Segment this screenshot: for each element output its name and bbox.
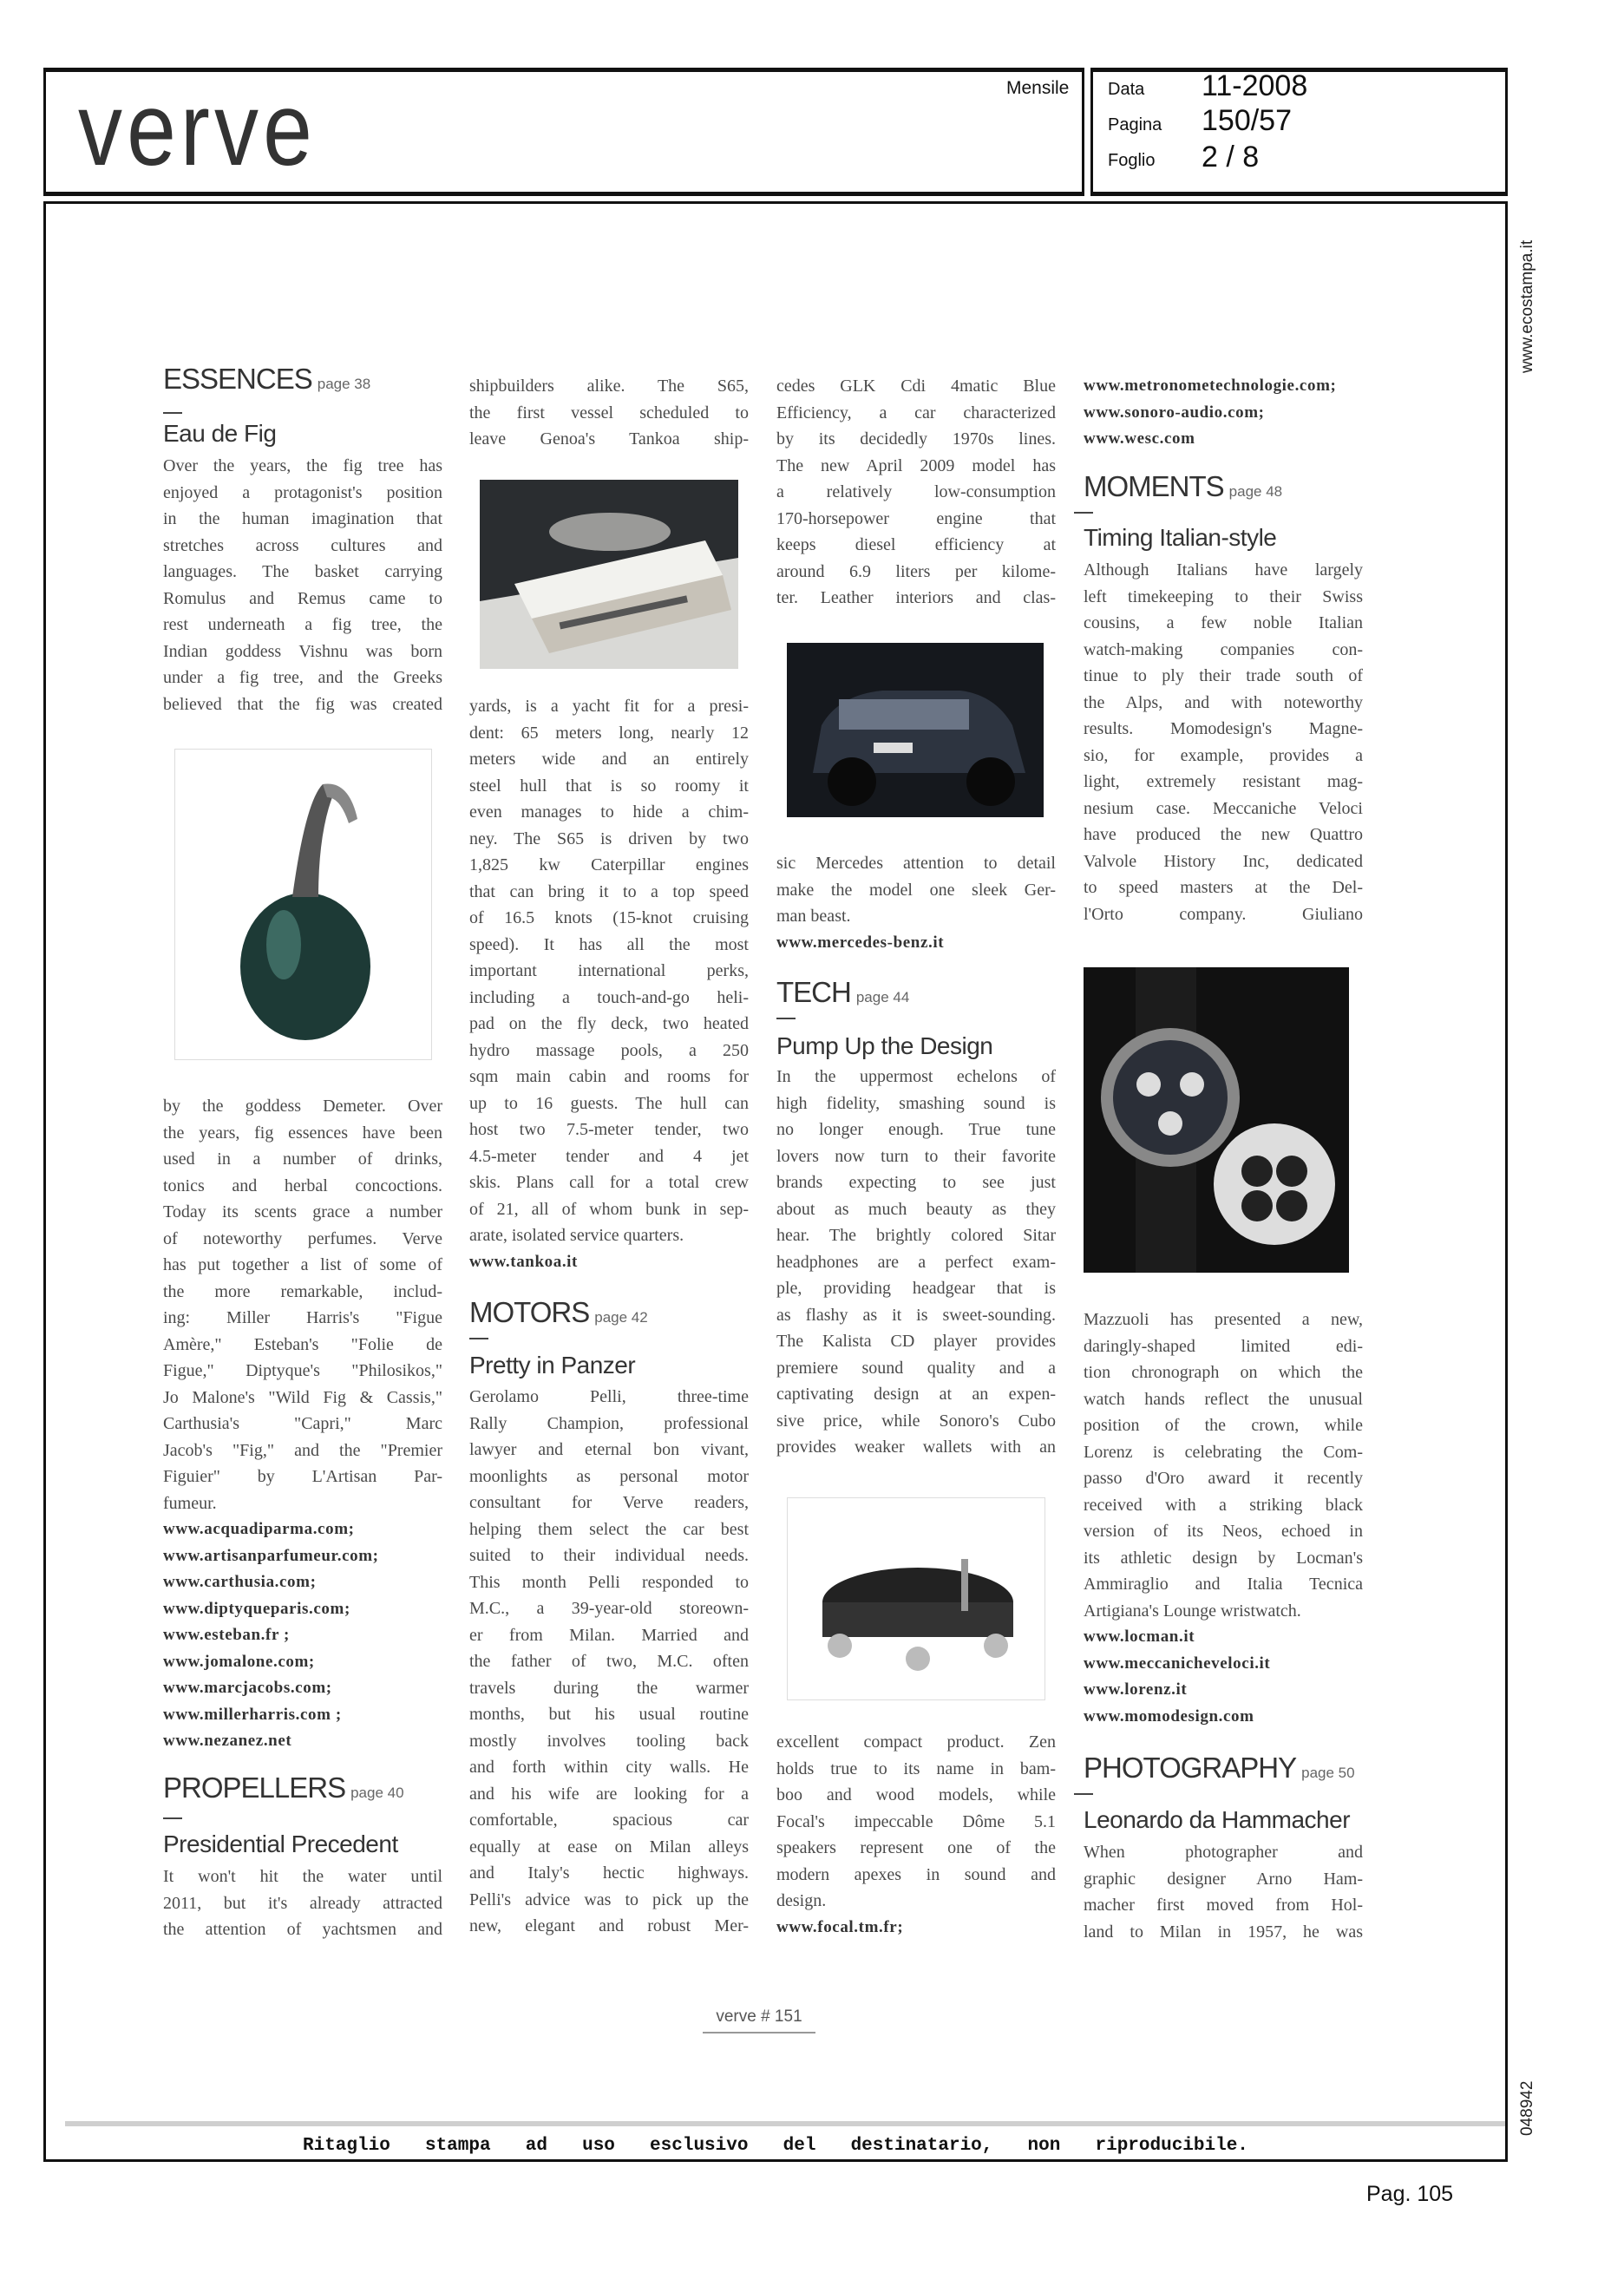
mercedes-car-image xyxy=(787,643,1044,817)
fig-perfume-image xyxy=(174,749,432,1060)
yacht-image xyxy=(480,480,738,669)
text-line: yards, is a yacht fit for a presi- xyxy=(469,697,749,716)
page-folio: verve # 151 xyxy=(703,2007,815,2033)
text-line: headphones are a perfect exam- xyxy=(776,1252,1056,1272)
text-line: modern apexes in sound and xyxy=(776,1864,1056,1884)
notice-word: uso xyxy=(582,2136,615,2156)
text-line: make the model one sleek Ger- xyxy=(776,880,1056,900)
text-line: including a touch-and-go heli- xyxy=(469,987,749,1007)
text-line: ney. The S65 is driven by two xyxy=(469,828,749,848)
website-link[interactable]: www.millerharris.com ; xyxy=(163,1705,342,1724)
text-line: watch-making companies con- xyxy=(1084,639,1363,659)
section-heading-tech: TECH page 44 xyxy=(776,976,910,1008)
text-line: high fidelity, smashing sound is xyxy=(776,1093,1056,1113)
text-line: Jacob's "Fig," and the "Premier xyxy=(163,1440,442,1460)
text-line: received with a striking black xyxy=(1084,1495,1363,1515)
text-line: daringly-shaped limited edi- xyxy=(1084,1336,1363,1356)
paragraph xyxy=(469,373,749,453)
text-line: lovers now turn to their favorite xyxy=(776,1146,1056,1166)
section-dash xyxy=(163,412,182,414)
text-line: Ammiraglio and Italia Tecnica xyxy=(1084,1575,1363,1594)
text-line: the years, fig essences have been xyxy=(163,1123,442,1143)
website-link[interactable]: www.artisanparfumeur.com; xyxy=(163,1546,379,1565)
text-line: helping them select the car best xyxy=(469,1519,749,1539)
text-line: by its decidedly 1970s lines. xyxy=(776,429,1056,449)
text-line: and forth within city walls. He xyxy=(469,1758,749,1777)
text-line: Valvole History Inc, dedicated xyxy=(1084,851,1363,871)
section-heading-motors: MOTORS page 42 xyxy=(469,1296,648,1328)
page-label: Pagina xyxy=(1108,115,1162,134)
text-line: and Italy's hectic highways. xyxy=(469,1863,749,1883)
text-line: Efficiency, a car characterized xyxy=(776,403,1056,422)
section-heading-essences: ESSENCES page 38 xyxy=(163,363,371,395)
text-line: watch hands reflect the unusual xyxy=(1084,1389,1363,1409)
text-line: a relatively low-consumption xyxy=(776,482,1056,501)
notice-word: ad xyxy=(525,2136,547,2156)
text-line: of 21, all of whom bunk in sep- xyxy=(469,1199,749,1219)
text-line: speakers represent one of the xyxy=(776,1838,1056,1857)
text-line: under a fig tree, and the Greeks xyxy=(163,668,442,687)
article-title: Pump Up the Design xyxy=(776,1032,993,1059)
text-line: cousins, a few noble Italian xyxy=(1084,613,1363,632)
text-line: sqm main cabin and rooms for xyxy=(469,1067,749,1086)
text-line: in the human imagination that xyxy=(163,509,442,528)
website-link[interactable]: www.jomalone.com; xyxy=(163,1652,315,1671)
archive-page-number: Pag. 105 xyxy=(1366,2182,1454,2206)
text-line: In the uppermost echelons of xyxy=(776,1067,1056,1086)
text-line: the attention of yachtsmen and xyxy=(163,1920,442,1939)
scan-band xyxy=(65,2121,1505,2126)
text-line: 4.5-meter tender and 4 jet xyxy=(469,1146,749,1166)
text-line: 170-horsepower engine that xyxy=(776,508,1056,528)
section-dash xyxy=(776,1018,796,1019)
text-line: 1,825 kw Caterpillar engines xyxy=(469,855,749,874)
text-line: tinue to ply their trade south of xyxy=(1084,666,1363,685)
text-line: holds true to its name in bam- xyxy=(776,1758,1056,1778)
website-link[interactable]: www.mercedes-benz.it xyxy=(776,933,945,952)
text-line: host two 7.5-meter tender, two xyxy=(469,1120,749,1139)
paragraph xyxy=(776,850,1056,956)
paragraph xyxy=(1084,1839,1363,1945)
website-link[interactable]: www.focal.tm.fr; xyxy=(776,1917,904,1936)
text-line: l'Orto company. Giuliano xyxy=(1084,904,1363,924)
text-line: Carthusia's "Capri," Marc xyxy=(163,1414,442,1433)
text-line: captivating design at an expen- xyxy=(776,1385,1056,1404)
text-line: Artigiana's Lounge wristwatch. xyxy=(1084,1601,1301,1621)
text-line: that can bring it to a top speed xyxy=(469,881,749,901)
text-line: up to 16 guests. The hull can xyxy=(469,1093,749,1113)
text-line: excellent compact product. Zen xyxy=(776,1732,1056,1752)
text-line: used in a number of drinks, xyxy=(163,1149,442,1169)
text-line: of 16.5 knots (15-knot cruising xyxy=(469,908,749,927)
section-dash xyxy=(469,1338,488,1339)
article-title: Eau de Fig xyxy=(163,420,277,447)
paragraph xyxy=(163,1863,442,1943)
text-line: months, but his usual routine xyxy=(469,1705,749,1724)
clip-code: 048942 xyxy=(1518,2080,1536,2136)
text-line: the first vessel scheduled to xyxy=(469,403,749,422)
website-link[interactable]: www.acquadiparma.com; xyxy=(163,1520,355,1538)
text-line: ple, providing headgear that is xyxy=(776,1279,1056,1298)
article-title: Presidential Precedent xyxy=(163,1830,398,1857)
notice-word: non xyxy=(1027,2136,1061,2156)
section-heading-moments: MOMENTS page 48 xyxy=(1084,470,1283,502)
text-line: When photographer and xyxy=(1084,1843,1363,1862)
text-line: Lorenz is celebrating the Com- xyxy=(1084,1442,1363,1462)
date-label: Data xyxy=(1108,80,1145,99)
text-line: light, extremely resistant mag- xyxy=(1084,772,1363,791)
text-line: moonlights as personal motor xyxy=(469,1466,749,1486)
text-line: tion chronograph on which the xyxy=(1084,1363,1363,1382)
text-line: no longer enough. True tune xyxy=(776,1120,1056,1139)
text-line: Gerolamo Pelli, three-time xyxy=(469,1387,749,1406)
paragraph xyxy=(469,1384,749,1940)
text-line: stretches across cultures and xyxy=(163,535,442,555)
website-link[interactable]: www.lorenz.it xyxy=(1084,1680,1188,1699)
section-dash xyxy=(1074,1793,1093,1795)
text-line: dent: 65 meters long, nearly 12 xyxy=(469,723,749,743)
text-line: The Kalista CD player provides xyxy=(776,1332,1056,1351)
text-line: comfortable, spacious car xyxy=(469,1811,749,1830)
website-link[interactable]: www.esteban.fr ; xyxy=(163,1626,290,1644)
text-line: travels during the warmer xyxy=(469,1678,749,1698)
text-line: believed that the fig was created xyxy=(163,694,442,714)
text-line: 2011, but it's already attracted xyxy=(163,1893,442,1913)
text-line: Pelli's advice was to pick up the xyxy=(469,1889,749,1909)
text-line: steel hull that is so roomy it xyxy=(469,776,749,796)
text-line: design. xyxy=(776,1891,827,1910)
text-line: left timekeeping to their Swiss xyxy=(1084,586,1363,606)
text-line: rest underneath a fig tree, the xyxy=(163,615,442,634)
text-line: about as much beauty as they xyxy=(776,1199,1056,1219)
website-link[interactable]: www.meccanicheveloci.it xyxy=(1084,1654,1271,1673)
text-line: premiere sound quality and a xyxy=(776,1358,1056,1378)
notice-word: del xyxy=(783,2136,816,2156)
turntable-image xyxy=(787,1497,1045,1700)
website-link[interactable]: www.momodesign.com xyxy=(1084,1706,1254,1726)
website-link[interactable]: www.metronometechnologie.com; xyxy=(1084,377,1337,395)
website-link[interactable]: www.marcjacobs.com; xyxy=(163,1679,332,1697)
notice-word: esclusivo xyxy=(650,2136,749,2156)
section-dash xyxy=(1074,512,1093,514)
source-site: www.ecostampa.it xyxy=(1518,239,1536,373)
text-line: languages. The basket carrying xyxy=(163,562,442,581)
text-line: Jo Malone's "Wild Fig & Cassis," xyxy=(163,1387,442,1407)
text-line: macher first moved from Hol- xyxy=(1084,1896,1363,1915)
sheet-label: Foglio xyxy=(1108,151,1156,170)
text-line: cedes GLK Cdi 4matic Blue xyxy=(776,377,1056,396)
text-line: important international perks, xyxy=(469,961,749,980)
text-line: The new April 2009 model has xyxy=(776,455,1056,475)
text-line: version of its Neos, echoed in xyxy=(1084,1522,1363,1541)
website-link[interactable]: www.carthusia.com; xyxy=(163,1573,317,1591)
text-line: land to Milan in 1957, he was xyxy=(1084,1922,1363,1942)
paragraph xyxy=(776,1064,1056,1461)
website-link[interactable]: www.nezanez.net xyxy=(163,1732,292,1750)
text-line: boo and wood models, while xyxy=(776,1785,1056,1804)
text-line: Although Italians have largely xyxy=(1084,560,1363,580)
text-line: equally at ease on Milan alleys xyxy=(469,1837,749,1857)
article-title: Pretty in Panzer xyxy=(469,1352,636,1379)
section-heading-propellers: PROPELLERS page 40 xyxy=(163,1771,404,1804)
text-line: tonics and herbal concoctions. xyxy=(163,1176,442,1195)
website-link[interactable]: www.diptyqueparis.com; xyxy=(163,1599,350,1618)
paragraph xyxy=(776,373,1056,612)
paragraph xyxy=(776,1729,1056,1941)
text-line: Figue," Diptyque's "Philosikos," xyxy=(163,1361,442,1380)
website-link[interactable]: www.tankoa.it xyxy=(469,1252,578,1271)
text-line: brands expecting to see just xyxy=(776,1173,1056,1192)
text-line: passo d'Oro award it recently xyxy=(1084,1469,1363,1488)
paragraph xyxy=(1084,557,1363,927)
paragraph xyxy=(163,453,442,717)
website-link[interactable]: www.wesc.com xyxy=(1084,429,1195,448)
text-line: position of the crown, while xyxy=(1084,1416,1363,1435)
text-line: er from Milan. Married and xyxy=(469,1625,749,1645)
frequency-label: Mensile xyxy=(1006,78,1070,98)
text-line: M.C., a 39-year-old storeown- xyxy=(469,1599,749,1618)
text-line: shipbuilders alike. The S65, xyxy=(469,377,749,396)
text-line: speed). It has all the most xyxy=(469,934,749,954)
watches-image xyxy=(1084,967,1349,1273)
text-line: mostly involves tooling back xyxy=(469,1731,749,1751)
text-line: man beast. xyxy=(776,907,851,926)
text-line: the father of two, M.C. often xyxy=(469,1652,749,1671)
url-list xyxy=(1084,373,1363,453)
text-line: Focal's impeccable Dôme 5.1 xyxy=(776,1811,1056,1831)
text-line: ing: Miller Harris's "Figue xyxy=(163,1308,442,1327)
paragraph xyxy=(1084,1306,1363,1730)
text-line: the more remarkable, includ- xyxy=(163,1281,442,1301)
magazine-logo: verve xyxy=(78,71,317,187)
text-line: consultant for Verve readers, xyxy=(469,1493,749,1512)
text-line: by the goddess Demeter. Over xyxy=(163,1097,442,1116)
text-line: Indian goddess Vishnu was born xyxy=(163,641,442,661)
text-line: sive price, while Sonoro's Cubo xyxy=(776,1411,1056,1431)
paragraph xyxy=(469,693,749,1275)
notice-word: stampa xyxy=(424,2136,491,2156)
notice-word: Ritaglio xyxy=(303,2136,390,2156)
section-heading-photography: PHOTOGRAPHY page 50 xyxy=(1084,1752,1355,1784)
text-line: pad on the fly deck, two heated xyxy=(469,1014,749,1033)
text-line: have produced the new Quattro xyxy=(1084,825,1363,844)
text-line: as flashy as it is sweet-sounding. xyxy=(776,1305,1056,1325)
text-line: nesium case. Meccaniche Veloci xyxy=(1084,798,1363,818)
text-line: results. Momodesign's Magne- xyxy=(1084,719,1363,738)
article-title: Timing Italian-style xyxy=(1084,524,1277,551)
text-line: Today its scents grace a number xyxy=(163,1202,442,1221)
article-title: Leonardo da Hammacher xyxy=(1084,1806,1351,1833)
text-line: hydro massage pools, a 250 xyxy=(469,1040,749,1060)
text-line: sic Mercedes attention to detail xyxy=(776,854,1056,873)
text-line: meters wide and an entirely xyxy=(469,750,749,769)
text-line: of noteworthy perfumes. Verve xyxy=(163,1228,442,1248)
text-line: enjoyed a protagonist's position xyxy=(163,482,442,502)
sheet-value: 2 / 8 xyxy=(1202,141,1260,174)
text-line: Figuier" by L'Artisan Par- xyxy=(163,1467,442,1486)
date-value: 11-2008 xyxy=(1202,69,1308,102)
text-line: suited to their individual needs. xyxy=(469,1546,749,1565)
text-line: graphic designer Arno Ham- xyxy=(1084,1869,1363,1889)
paragraph xyxy=(163,1093,442,1755)
text-line: Amère," Esteban's "Folie de xyxy=(163,1334,442,1354)
text-line: has put together a list of some of xyxy=(163,1255,442,1274)
text-line: hear. The brightly colored Sitar xyxy=(776,1226,1056,1245)
section-dash xyxy=(163,1817,182,1819)
notice-word: riproducibile. xyxy=(1095,2136,1248,2156)
text-line: new, elegant and robust Mer- xyxy=(469,1916,749,1935)
page-value: 150/57 xyxy=(1202,104,1292,137)
text-line: Rally Champion, professional xyxy=(469,1413,749,1433)
text-line: and his wife are looking for a xyxy=(469,1784,749,1804)
notice-word: destinatario, xyxy=(850,2136,993,2156)
text-line: provides weaker wallets with an xyxy=(776,1437,1056,1457)
text-line: ter. Leather interiors and clas- xyxy=(776,588,1056,607)
website-link[interactable]: www.sonoro-audio.com; xyxy=(1084,403,1265,422)
text-line: lawyer and eternal bon vivant, xyxy=(469,1440,749,1459)
text-line: arate, isolated service quarters. xyxy=(469,1226,684,1245)
text-line: leave Genoa's Tankoa ship- xyxy=(469,429,749,449)
text-line: sio, for example, provides a xyxy=(1084,745,1363,765)
text-line: It won't hit the water until xyxy=(163,1867,442,1886)
text-line: Over the years, the fig tree has xyxy=(163,456,442,475)
text-line: Mazzuoli has presented a new, xyxy=(1084,1310,1363,1329)
copyright-notice xyxy=(303,2136,1248,2156)
text-line: its athletic design by Locman's xyxy=(1084,1548,1363,1568)
text-line: around 6.9 liters per kilome- xyxy=(776,561,1056,581)
text-line: even manages to hide a chim- xyxy=(469,802,749,822)
website-link[interactable]: www.locman.it xyxy=(1084,1627,1195,1646)
text-line: This month Pelli responded to xyxy=(469,1572,749,1592)
text-line: to speed masters at the Del- xyxy=(1084,878,1363,897)
text-line: Romulus and Remus came to xyxy=(163,588,442,608)
text-line: skis. Plans call for a total crew xyxy=(469,1173,749,1192)
text-line: the Alps, and with noteworthy xyxy=(1084,692,1363,712)
text-line: keeps diesel efficiency at xyxy=(776,535,1056,554)
text-line: fumeur. xyxy=(163,1493,217,1513)
